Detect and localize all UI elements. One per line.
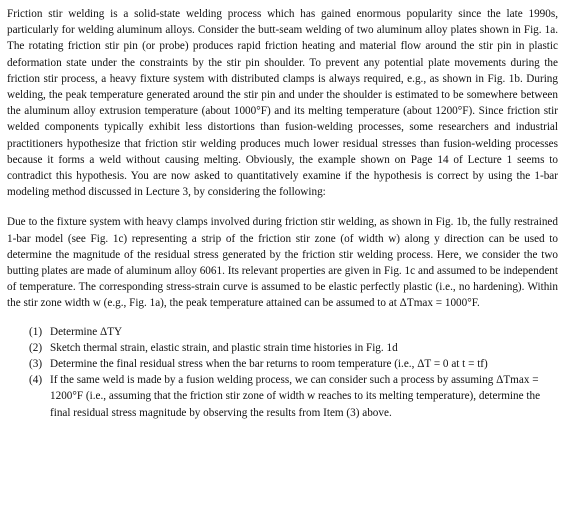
- paragraph-model: Due to the fixture system with heavy clamps involved during friction stir welding, as shown in Fig. 1b, the fully restrained 1-bar model (see Fig. 1c) representing a strip of the friction stir zone (of width w) along y direction can be used to determine the magnitude of the residual stress generated by the friction stir welding process. Here, we consider the two butting plates are made of aluminum alloy 6061. Its relevant properties are given in Fig. 1c and assumed to be independent of temperature. The corresponding stress-strain curve is assumed to be elastic perfectly plastic (i.e., no hardening). Within the stir zone width w (e.g., Fig. 1a), the peak temperature attained can be assumed to at ΔTmax = 1000°F.: [7, 216, 558, 310]
- item-text: Sketch thermal strain, elastic strain, and plastic strain time histories in Fig. 1d: [50, 341, 398, 354]
- item-text: If the same weld is made by a fusion welding process, we can consider such a process by assuming ΔTmax = 1200°F (i.e., assuming that the friction stir zone of width w reaches to its melting temperature), determine the final residual stress magnitude by observing the results from Item (3) above.: [50, 374, 541, 419]
- list-item: [7, 356, 558, 372]
- list-item: [7, 324, 558, 340]
- paragraph-intro: Friction stir welding is a solid-state welding process which has gained enormous popularity since the late 1990s, particularly for welding aluminum alloys. Consider the butt-seam welding of two aluminum alloy plates shown in Fig. 1a. The rotating friction stir pin (or probe) produces rapid friction heating and material flow around the stir pin in plastic deformation state under the constraints by the stir pin shoulder. To prevent any potential plate movements during the friction stir process, a heavy fixture system with distributed clamps is always required, e.g., as shown in Fig. 1b. During welding, the peak temperature generated around the stir pin and under the shoulder is estimated to be somewhere between the aluminum alloy extrusion temperature (about 1000°F) and its melting temperature (about 1200°F). Since friction stir welded components typically exhibit less distortions than fusion-welding processes, some researchers and industrial practitioners hypothesize that friction stir welding produces much lower residual stresses than fusion-welding processes because it forms a weld without causing melting. Obviously, the example shown on Page 14 of Lecture 1 seems to contradict this hypothesis. You are now asked to quantitatively examine if the hypothesis is correct by using the 1-bar modeling method discussed in Lecture 3, by considering the following:: [7, 8, 558, 199]
- item-text: Determine the final residual stress when the bar returns to room temperature (i.e., ΔT = 0 at t = tf): [50, 358, 488, 371]
- list-item: [7, 372, 558, 421]
- item-text: Determine ΔTY: [50, 325, 123, 338]
- item-number: (3): [29, 358, 43, 371]
- item-number: (4): [29, 374, 43, 387]
- item-number: (1): [29, 325, 43, 338]
- item-number: (2): [29, 341, 43, 354]
- question-list: [7, 324, 558, 421]
- list-item: [7, 340, 558, 356]
